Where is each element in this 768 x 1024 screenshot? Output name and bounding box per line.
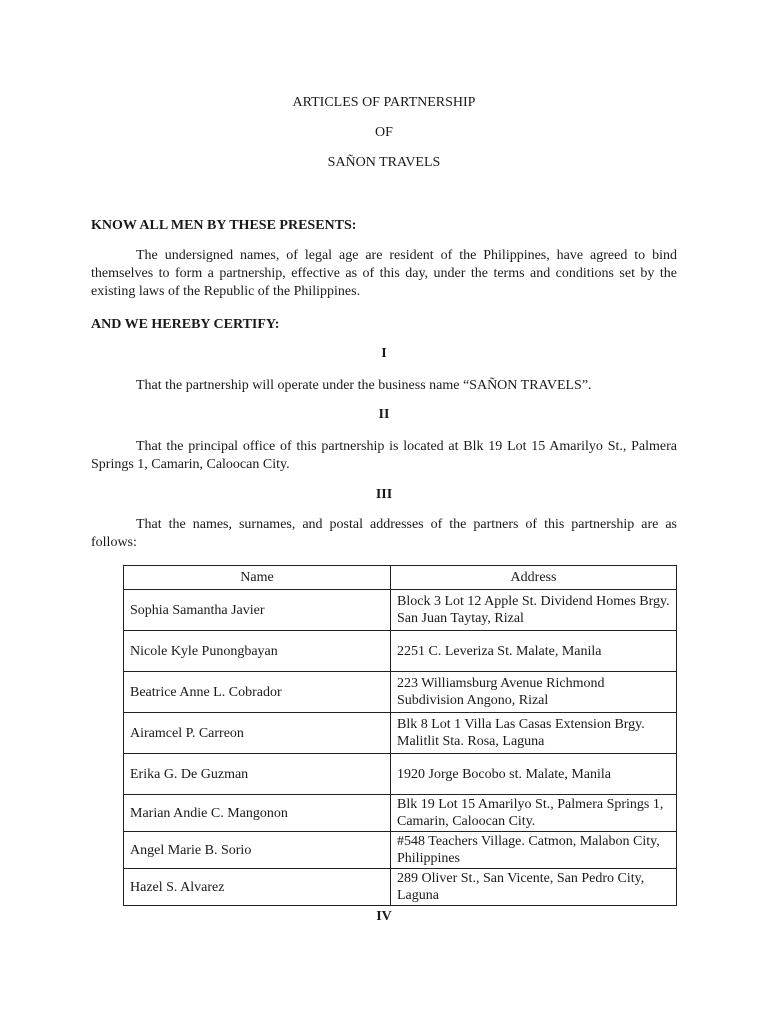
heading-we-hereby-certify: AND WE HEREBY CERTIFY:: [91, 317, 280, 332]
partner-address: Block 3 Lot 12 Apple St. Dividend Homes Brgy. San Juan Taytay, Rizal: [391, 590, 677, 631]
heading-know-all-men: KNOW ALL MEN BY THESE PRESENTS:: [91, 218, 357, 233]
section-numeral-i: I: [381, 346, 387, 361]
column-header-address: Address: [391, 566, 677, 590]
document-title-of: OF: [375, 125, 393, 140]
table-row: [124, 754, 677, 795]
partner-name: Hazel S. Alvarez: [124, 869, 391, 906]
table-row: [124, 672, 677, 713]
section-ii-text: That the principal office of this partnership is located at Blk 19 Lot 15 Amarilyo St., Palmera Springs 1, Camarin, Caloocan City.: [91, 439, 677, 472]
partner-name: Nicole Kyle Punongbayan: [124, 631, 391, 672]
table-row: [124, 869, 677, 906]
table-row: [124, 795, 677, 832]
partner-name: Marian Andie C. Mangonon: [124, 795, 391, 832]
business-name-title: SAÑON TRAVELS: [327, 155, 441, 170]
table-row: [124, 832, 677, 869]
partner-address: 1920 Jorge Bocobo st. Malate, Manila: [391, 754, 677, 795]
table-row: [124, 590, 677, 631]
partner-address: Blk 8 Lot 1 Villa Las Casas Extension Brgy. Malitlit Sta. Rosa, Laguna: [391, 713, 677, 754]
partner-name: Sophia Samantha Javier: [124, 590, 391, 631]
partner-name: Erika G. De Guzman: [124, 754, 391, 795]
partners-table: [123, 565, 677, 906]
document-title: ARTICLES OF PARTNERSHIP: [292, 95, 476, 110]
table-row: [124, 631, 677, 672]
table-row: [124, 713, 677, 754]
section-numeral-iv: IV: [376, 909, 392, 924]
partner-address: 223 Williamsburg Avenue Richmond Subdivision Angono, Rizal: [391, 672, 677, 713]
section-numeral-ii: II: [378, 407, 390, 422]
partner-name: Angel Marie B. Sorio: [124, 832, 391, 869]
section-numeral-iii: III: [375, 487, 393, 502]
partner-address: 289 Oliver St., San Vicente, San Pedro City, Laguna: [391, 869, 677, 906]
partner-address: 2251 C. Leveriza St. Malate, Manila: [391, 631, 677, 672]
partner-name: Airamcel P. Carreon: [124, 713, 391, 754]
column-header-name: Name: [124, 566, 391, 590]
partner-address: Blk 19 Lot 15 Amarilyo St., Palmera Springs 1, Camarin, Caloocan City.: [391, 795, 677, 832]
section-iii-text: That the names, surnames, and postal addresses of the partners of this partnership are as follows:: [91, 517, 677, 550]
partner-name: Beatrice Anne L. Cobrador: [124, 672, 391, 713]
partner-address: #548 Teachers Village. Catmon, Malabon City, Philippines: [391, 832, 677, 869]
section-i-text: That the partnership will operate under the business name “SAÑON TRAVELS”.: [136, 378, 592, 393]
table-header-row: [124, 566, 677, 590]
intro-paragraph: The undersigned names, of legal age are resident of the Philippines, have agreed to bind themselves to form a partnership, effective as of this day, under the terms and conditions set by the existing laws of the Republic of the Philippines.: [91, 248, 677, 299]
